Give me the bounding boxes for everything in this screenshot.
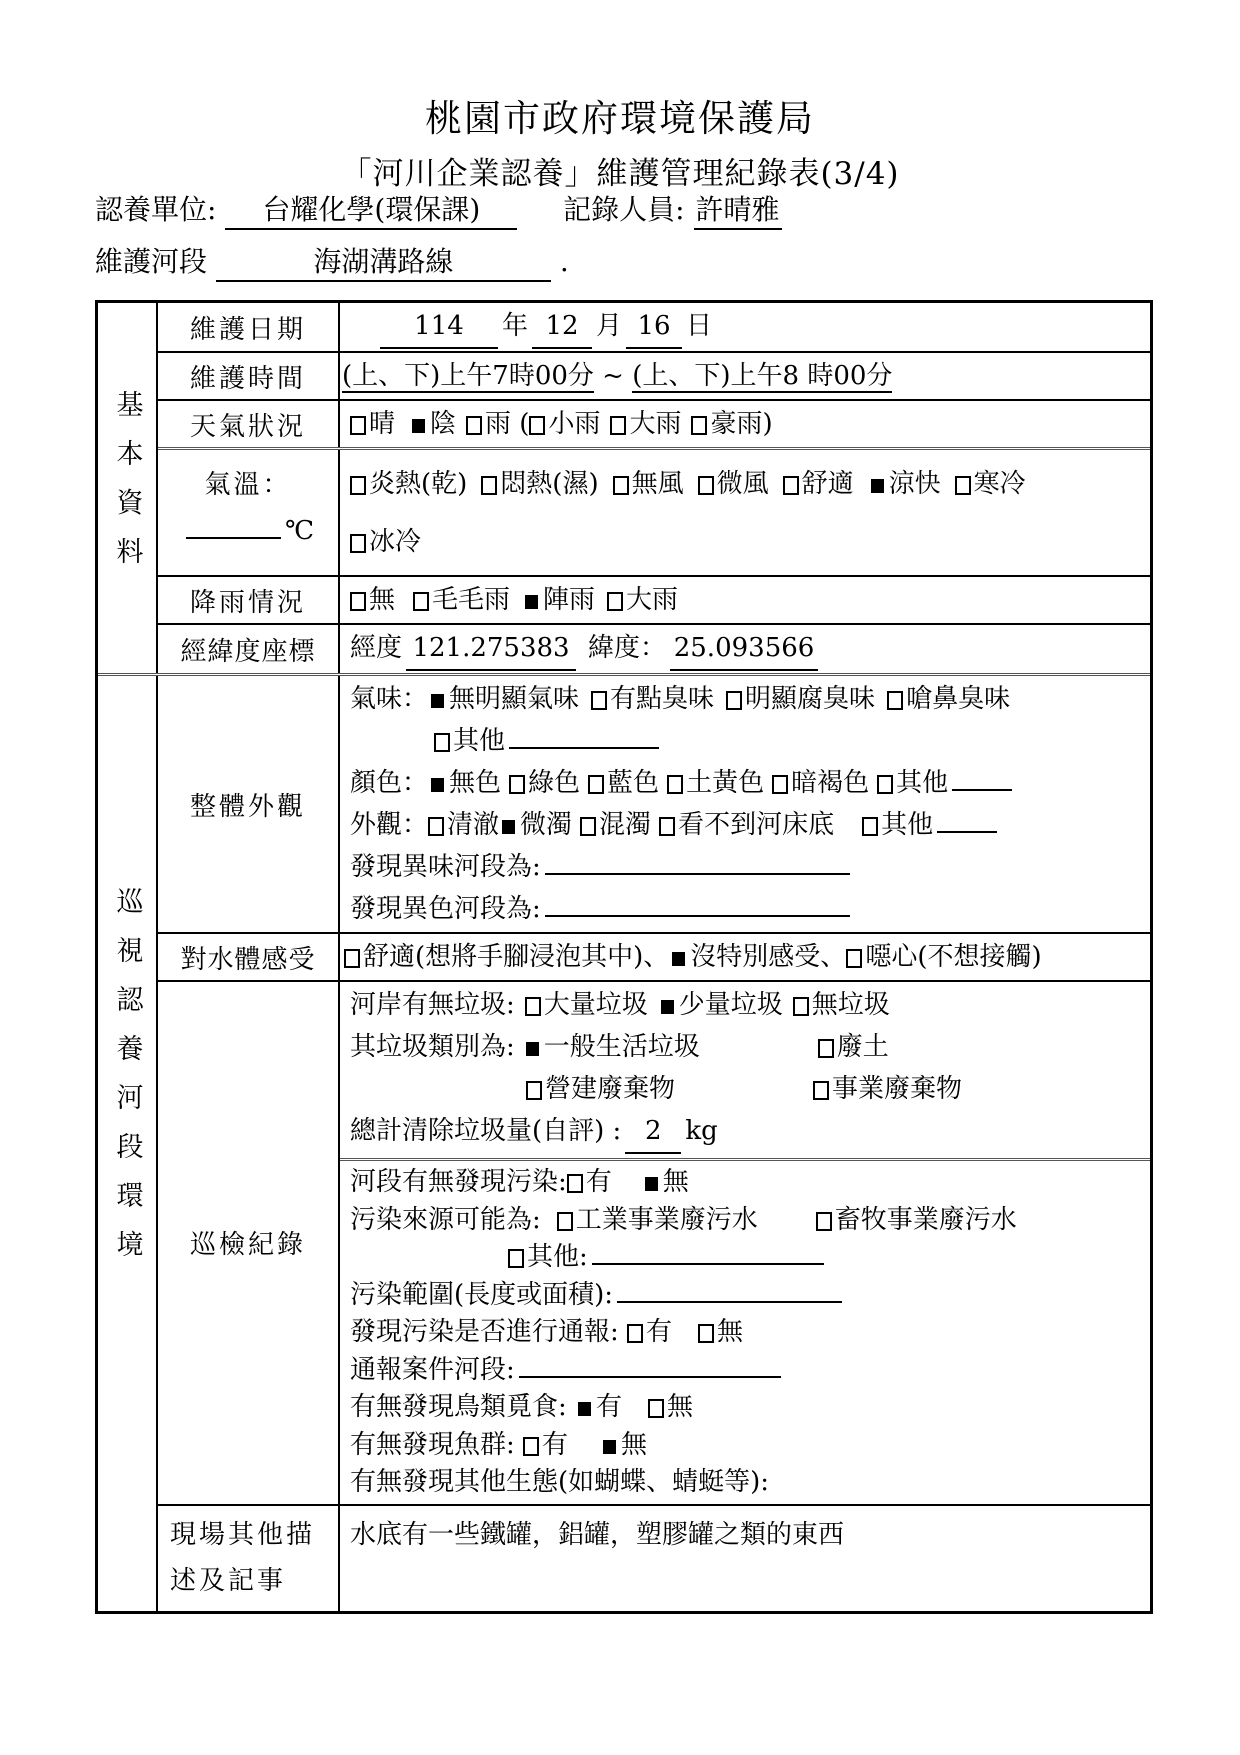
checkbox-unchecked-icon[interactable] (413, 592, 429, 611)
checkbox-unchecked-icon[interactable] (588, 775, 604, 794)
text-label: 事業廢棄物 (832, 1074, 963, 1104)
birds-found-line (350, 1389, 1146, 1427)
coordinates-line (350, 627, 1146, 671)
checkbox-unchecked-icon[interactable] (350, 476, 366, 495)
row-label: 經緯度座標 (158, 625, 340, 673)
checkbox-unchecked-icon[interactable] (508, 1249, 524, 1268)
checkbox-unchecked-icon[interactable] (726, 691, 742, 710)
text-label: 混濁 (599, 810, 652, 840)
text-label: 日 (686, 311, 713, 341)
text-label: 無 (717, 1317, 744, 1347)
checkbox-unchecked-icon[interactable] (525, 997, 541, 1016)
checkbox-checked-icon[interactable] (661, 1000, 674, 1014)
section-patrol-environment (98, 673, 1150, 1611)
text-label: 緯度： (588, 633, 667, 663)
text-label: 雨 ( (485, 409, 530, 439)
color-reach-line (350, 888, 1146, 930)
row-label-site-notes (158, 1506, 340, 1611)
row-site-notes (158, 1504, 1150, 1611)
row-label: 降雨情況 (158, 577, 340, 623)
section-patrol-label: 巡視認養河段環境 (111, 887, 143, 1280)
checkbox-unchecked-icon[interactable] (607, 592, 623, 611)
row-label: 對水體感受 (158, 934, 340, 980)
garbage-type-line-2 (350, 1068, 1146, 1110)
text-label: 無 (667, 1392, 694, 1422)
text-label: 發現異色河段為: (350, 894, 541, 924)
text-label: 河岸有無垃圾: (350, 990, 515, 1020)
text-label: 大雨 (629, 409, 682, 439)
fill-in-field[interactable]: 16 (626, 305, 682, 349)
temperature-label: 氣溫： (204, 470, 292, 500)
header-line-1 (95, 188, 782, 230)
checkbox-unchecked-icon[interactable] (428, 817, 444, 836)
patrol-garbage-block (350, 984, 1146, 1158)
record-table (95, 300, 1153, 1614)
text-label: 少量垃圾 (678, 990, 783, 1020)
row-overall-appearance (158, 676, 1150, 932)
garbage-total-line (350, 1110, 1146, 1154)
pollution-source-line (350, 1202, 1146, 1240)
checkbox-unchecked-icon[interactable] (481, 476, 497, 495)
time-value-line (342, 355, 1146, 397)
checkbox-unchecked-icon[interactable] (816, 1212, 832, 1231)
text-label: 污染來源可能為: (350, 1204, 541, 1235)
checkbox-unchecked-icon[interactable] (509, 775, 525, 794)
text-label: 發現污染是否進行通報: (350, 1317, 628, 1347)
text-label: 陰 (430, 409, 457, 439)
text-label: 涼快 (888, 468, 941, 499)
checkbox-unchecked-icon[interactable] (887, 691, 903, 710)
pollution-range-line (350, 1277, 1146, 1315)
fish-found-line (350, 1427, 1146, 1465)
water-feeling-line (344, 936, 1146, 978)
fill-in-field[interactable]: 12 (532, 305, 592, 349)
fill-in-field[interactable]: 2 (625, 1110, 681, 1154)
text-label: 其他 (881, 810, 934, 840)
text-label: 其他 (896, 768, 949, 798)
text-label: 小雨 (548, 409, 601, 439)
river-label: 維護河段 (95, 245, 208, 278)
fill-in-field[interactable] (509, 747, 659, 749)
checkbox-unchecked-icon[interactable] (591, 691, 607, 710)
text-label: 有 (542, 1429, 569, 1460)
row-maintenance-time (158, 351, 1150, 399)
fill-in-field[interactable] (937, 831, 997, 833)
text-label: 營建廢棄物 (545, 1074, 676, 1104)
text-label: 微風 (716, 468, 769, 499)
checkbox-unchecked-icon[interactable] (691, 416, 707, 435)
checkbox-unchecked-icon[interactable] (698, 476, 714, 495)
checkbox-unchecked-icon[interactable] (627, 1324, 643, 1343)
checkbox-unchecked-icon[interactable] (610, 416, 626, 435)
checkbox-checked-icon[interactable] (672, 952, 685, 966)
text-label: 河段有無發現污染: (350, 1167, 567, 1197)
fill-in-field[interactable] (952, 789, 1012, 791)
text-label: 豪雨) (710, 409, 773, 439)
text-label: 總計清除垃圾量(自評) : (350, 1116, 622, 1146)
text-label: 通報案件河段: (350, 1354, 515, 1385)
text-label: 無風 (631, 468, 684, 499)
text-label: 土黃色 (686, 768, 765, 798)
text-label: 大雨 (626, 585, 679, 615)
checkbox-checked-icon[interactable] (526, 1042, 539, 1056)
text-label: 經度 (350, 633, 403, 663)
checkbox-checked-icon[interactable] (645, 1177, 658, 1191)
rainfall-options-line (350, 579, 1146, 621)
text-label: 藍色 (607, 768, 660, 798)
row-label: 整體外觀 (158, 676, 340, 932)
color-options-line (350, 762, 1146, 804)
row-label: 巡檢紀錄 (158, 982, 340, 1504)
text-label: 有無發現魚群: (350, 1429, 524, 1460)
row-coordinates (158, 623, 1150, 673)
fill-in-field[interactable]: 121.275383 (406, 627, 576, 671)
pollution-report-line (350, 1314, 1146, 1352)
checkbox-unchecked-icon[interactable] (793, 997, 809, 1016)
riverbank-garbage-line (350, 984, 1146, 1026)
pollution-found-line (350, 1164, 1146, 1202)
garbage-type-line (350, 1026, 1146, 1068)
checkbox-unchecked-icon[interactable] (818, 1039, 834, 1058)
checkbox-unchecked-icon[interactable] (580, 817, 596, 836)
text-label: 噁心(不想接觸) (865, 942, 1042, 972)
fill-in-field[interactable] (545, 915, 850, 917)
date-value-line (350, 305, 1146, 349)
checkbox-unchecked-icon[interactable] (862, 817, 878, 836)
text-label: 炎熱(乾) (369, 468, 468, 499)
section-basic-label: 基本資料 (111, 390, 143, 586)
weather-options-line (350, 403, 1146, 445)
text-label: 冰冷 (369, 526, 422, 557)
checkbox-unchecked-icon[interactable] (466, 416, 482, 435)
text-label: 氣味： (350, 684, 429, 714)
row-patrol-record (158, 980, 1150, 1504)
fill-in-field[interactable] (519, 1376, 781, 1378)
checkbox-checked-icon[interactable] (502, 820, 515, 834)
checkbox-unchecked-icon[interactable] (344, 949, 360, 968)
patrol-pollution-block (340, 1158, 1150, 1502)
checkbox-checked-icon[interactable] (603, 1440, 616, 1454)
section-basic-label-cell (98, 303, 158, 673)
section-patrol-label-cell (98, 676, 158, 1611)
text-label: 毛毛雨 (432, 585, 511, 615)
text-label: 無 (369, 585, 396, 615)
underlined-value: (上、下)上午8 時00分 (632, 361, 893, 391)
unit-value-field[interactable]: 台耀化學(環保課) (225, 188, 517, 230)
checkbox-unchecked-icon[interactable] (350, 592, 366, 611)
checkbox-unchecked-icon[interactable] (877, 775, 893, 794)
temperature-options-line-2 (350, 513, 1146, 571)
text-label: 沒特別感受、 (690, 942, 847, 972)
text-label: kg (685, 1116, 718, 1146)
text-label: 清澈 (447, 810, 500, 840)
text-label: 有 (585, 1167, 612, 1197)
text-label: 發現異味河段為: (350, 852, 541, 882)
text-label: 顏色： (350, 768, 429, 798)
text-label: 晴 (369, 409, 396, 439)
fill-in-field[interactable] (545, 873, 850, 875)
text-label: 舒適 (801, 468, 854, 499)
checkbox-checked-icon[interactable] (578, 1402, 591, 1416)
text-label: 暗褐色 (791, 768, 870, 798)
text-label: 有無發現鳥類覓食: (350, 1392, 576, 1422)
site-notes-content[interactable] (350, 1514, 1146, 1556)
unit-label: 認養單位: (95, 193, 217, 226)
checkbox-unchecked-icon[interactable] (613, 476, 629, 495)
text-label: 舒適(想將手腳浸泡其中)、 (363, 942, 670, 972)
page-subtitle: 「河川企業認養」維護管理紀錄表(3/4) (340, 156, 900, 192)
recorder-label: 記錄人員: (563, 193, 685, 226)
text-label: 陣雨 (543, 585, 596, 615)
pollution-source-other-line (350, 1239, 1146, 1277)
text-label: 畜牧事業廢污水 (834, 1204, 1017, 1235)
text-label: 無 (662, 1167, 689, 1197)
checkbox-unchecked-icon[interactable] (350, 416, 366, 435)
text-label: ~ (593, 361, 633, 391)
text-label: 無色 (449, 768, 502, 798)
text-label: 嗆鼻臭味 (906, 684, 1011, 714)
text-label: 其他: (527, 1242, 588, 1272)
fill-in-field[interactable] (186, 537, 281, 539)
text-label: 看不到河床底 (678, 810, 835, 840)
smell-options-line (350, 678, 1146, 720)
checkbox-unchecked-icon[interactable] (648, 1399, 664, 1418)
checkbox-unchecked-icon[interactable] (529, 416, 545, 435)
checkbox-checked-icon[interactable] (412, 419, 425, 433)
odor-reach-line (350, 846, 1146, 888)
text-label: 有點臭味 (610, 684, 715, 714)
site-notes-label-line-1: 現場其他描 (170, 1520, 316, 1550)
checkbox-unchecked-icon[interactable] (434, 733, 450, 752)
underlined-value: (上、下)上午7時00分 (342, 361, 594, 391)
row-maintenance-date (158, 303, 1150, 351)
checkbox-unchecked-icon[interactable] (659, 817, 675, 836)
checkbox-unchecked-icon[interactable] (783, 476, 799, 495)
text-label: 其垃圾類別為: (350, 1032, 515, 1062)
temperature-blank-line (182, 501, 314, 561)
text-label: 月 (596, 311, 623, 341)
appearance-options-line (350, 804, 1146, 846)
text-label: 微濁 (520, 810, 573, 840)
checkbox-checked-icon[interactable] (871, 479, 884, 493)
smell-other-line (350, 720, 1146, 762)
checkbox-checked-icon[interactable] (431, 694, 444, 708)
text-label: 悶熱(濕) (500, 468, 599, 499)
text-label: 有無發現其他生態(如蝴蝶、蜻蜓等): (350, 1467, 770, 1497)
river-period: . (559, 245, 569, 278)
text-label: 明顯腐臭味 (745, 684, 876, 714)
text-label: 無 (621, 1429, 648, 1460)
temperature-options-line-1 (350, 455, 1146, 513)
checkbox-checked-icon[interactable] (525, 595, 538, 609)
text-label: 寒冷 (973, 468, 1026, 499)
text-label: 外觀： (350, 810, 429, 840)
page-title: 桃園市政府環境保護局 (425, 97, 815, 140)
site-notes-label-line-2: 述及記事 (170, 1566, 287, 1596)
checkbox-unchecked-icon[interactable] (698, 1324, 714, 1343)
fill-in-field[interactable] (617, 1301, 842, 1303)
recorder-value-field[interactable]: 許晴雅 (694, 188, 782, 230)
text-label: 無明顯氣味 (449, 684, 580, 714)
text-label: 大量垃圾 (543, 990, 648, 1020)
row-label-temperature (158, 450, 340, 575)
header-line-2 (95, 240, 569, 282)
row-temperature (158, 447, 1150, 575)
text-label: 一般生活垃圾 (543, 1032, 700, 1062)
row-label: 維護日期 (158, 303, 340, 351)
checkbox-unchecked-icon[interactable] (526, 1081, 542, 1100)
other-ecology-line (350, 1464, 1146, 1502)
checkbox-checked-icon[interactable] (431, 778, 444, 792)
form-header (0, 88, 1240, 193)
checkbox-unchecked-icon[interactable] (557, 1212, 573, 1231)
text-label: 無垃圾 (811, 990, 890, 1020)
river-value-field[interactable]: 海湖溝路線 (216, 240, 551, 282)
text-label: 水底有一些鐵罐，鋁罐，塑膠罐之類的東西 (350, 1519, 845, 1550)
checkbox-unchecked-icon[interactable] (523, 1437, 539, 1456)
text-label: ℃ (284, 516, 315, 546)
text-label: 其他 (453, 726, 506, 756)
checkbox-unchecked-icon[interactable] (813, 1081, 829, 1100)
row-water-feeling (158, 932, 1150, 980)
checkbox-unchecked-icon[interactable] (350, 534, 366, 553)
text-label: 有 (596, 1392, 623, 1422)
checkbox-unchecked-icon[interactable] (772, 775, 788, 794)
row-rainfall (158, 575, 1150, 623)
checkbox-unchecked-icon[interactable] (567, 1174, 583, 1193)
row-label: 維護時間 (158, 353, 340, 399)
fill-in-field[interactable]: 25.093566 (670, 627, 818, 671)
section-basic-info (98, 303, 1150, 673)
report-case-line (350, 1352, 1146, 1390)
text-label: 年 (502, 311, 529, 341)
text-label: 工業事業廢污水 (575, 1204, 758, 1235)
text-label: 綠色 (528, 768, 581, 798)
checkbox-unchecked-icon[interactable] (955, 476, 971, 495)
text-label: 有 (646, 1317, 673, 1347)
row-label: 天氣狀況 (158, 401, 340, 447)
text-label: 污染範圍(長度或面積): (350, 1279, 614, 1310)
text-label: 廢土 (836, 1032, 889, 1062)
checkbox-unchecked-icon[interactable] (846, 949, 862, 968)
fill-in-field[interactable] (592, 1263, 824, 1265)
fill-in-field[interactable]: 114 (380, 305, 498, 349)
checkbox-unchecked-icon[interactable] (667, 775, 683, 794)
row-weather (158, 399, 1150, 447)
